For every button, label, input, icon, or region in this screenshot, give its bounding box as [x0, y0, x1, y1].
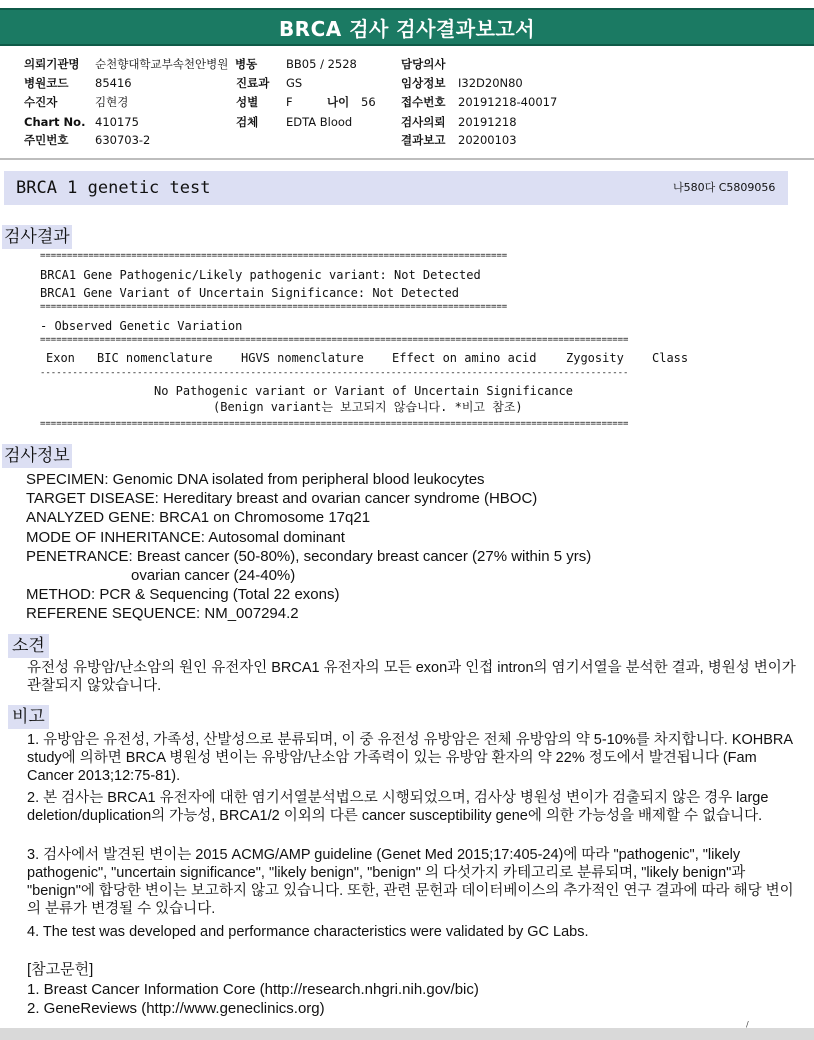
reference-2: 2. GeneReviews (http://www.geneclinics.org) [27, 1000, 325, 1017]
results-rule-1: ======================================================================================= [40, 251, 508, 261]
hospital-code-value: 85416 [95, 76, 132, 90]
table-header-rule: ------------------------------------------------------------------------------------------------------------- [40, 368, 629, 378]
test-code: 나580다 C5809056 [673, 181, 776, 194]
institution-label: 의뢰기관명 [24, 57, 80, 71]
results-rule-2: ======================================================================================= [40, 302, 508, 312]
result-pathogenic-line: BRCA1 Gene Pathogenic/Likely pathogenic variant: Not Detected [40, 268, 481, 282]
age-value: 56 [361, 95, 376, 109]
examinee-label: 수진자 [24, 95, 58, 109]
no-variant-line-2: (Benign variant는 보고되지 않습니다. *비고 참조) [213, 400, 523, 414]
institution-value: 순천향대학교부속천안병원 [95, 57, 229, 71]
opinion-text: 유전성 유방암/난소암의 원인 유전자인 BRCA1 유전자의 모든 exon과 인접 intron의 염기서열을 분석한 결과, 병원성 변이가 관찰되지 않았습니다. [27, 660, 796, 694]
info-inheritance: MODE OF INHERITANCE: Autosomal dominant [26, 529, 345, 546]
column-class: Class [652, 351, 689, 365]
doctor-label: 담당의사 [401, 57, 446, 71]
resident-no-value: 630703-2 [95, 133, 151, 147]
info-reference-sequence: REFERENE SEQUENCE: NM_007294.2 [26, 605, 299, 622]
observed-variation-heading: - Observed Genetic Variation [40, 319, 243, 333]
column-bic: BIC nomenclature [97, 351, 213, 365]
ward-value: BB05 / 2528 [286, 57, 357, 71]
info-specimen: SPECIMEN: Genomic DNA isolated from peripheral blood leukocytes [26, 471, 485, 488]
request-date-label: 검사의뢰 [401, 115, 446, 129]
receipt-no-label: 접수번호 [401, 95, 446, 109]
info-analyzed-gene: ANALYZED GENE: BRCA1 on Chromosome 17q21 [26, 509, 371, 526]
info-method: METHOD: PCR & Sequencing (Total 22 exons) [26, 586, 340, 603]
sex-value: F [286, 95, 293, 109]
test-title: BRCA 1 genetic test [16, 178, 211, 198]
column-effect: Effect on amino acid [392, 351, 537, 365]
specimen-value: EDTA Blood [286, 115, 353, 129]
remarks-heading: 비고 [8, 705, 49, 729]
examinee-value: 김현경 [95, 95, 129, 109]
resident-no-label: 주민번호 [24, 133, 69, 147]
ward-label: 병동 [235, 57, 258, 71]
info-heading: 검사정보 [4, 446, 70, 466]
column-zygosity: Zygosity [566, 351, 624, 365]
opinion-heading: 소견 [8, 634, 49, 658]
clinical-info-label: 임상정보 [401, 76, 446, 90]
results-heading: 검사결과 [4, 227, 70, 247]
specimen-label: 검체 [236, 115, 259, 129]
remark-item-3: 3. 검사에서 발견된 변이는 2015 ACMG/AMP guideline (Genet Med 2015;17:405-24)에 따라 "pathogenic", "likely pathogenic", "uncertain significance", "likely benign", "benign" 의 다섯가지 카테고리로 분류되며, "likely benign"과 "benign"에 합당한 변이는 보고하지 않고 있습니다. 또한, 관련 문헌과 데이터베이스의 추가적인 연구 결과에 따라 해당 변이의 분류가 변경될 수 있습니다. [27, 847, 794, 917]
bottom-bar [0, 1028, 814, 1040]
header-divider [0, 158, 814, 160]
dept-value: GS [286, 76, 303, 90]
footer-mark: / [746, 1020, 749, 1029]
hospital-code-label: 병원코드 [24, 76, 69, 90]
references-heading: [참고문헌] [27, 961, 94, 978]
column-hgvs: HGVS nomenclature [241, 351, 364, 365]
receipt-no-value: 20191218-40017 [458, 95, 558, 109]
info-target-disease: TARGET DISEASE: Hereditary breast and ovarian cancer syndrome (HBOC) [26, 490, 538, 507]
request-date-value: 20191218 [458, 115, 517, 129]
no-variant-line-1: No Pathogenic variant or Variant of Uncertain Significance [154, 384, 574, 398]
table-bottom-rule: ============================================================================================================= [40, 419, 629, 429]
info-penetrance: PENETRANCE: Breast cancer (50-80%), secondary breast cancer (27% within 5 yrs) [26, 548, 592, 565]
sex-label: 성별 [236, 95, 259, 109]
remark-item-2: 2. 본 검사는 BRCA1 유전자에 대한 염기서열분석법으로 시행되었으며, 검사상 병원성 변이가 검출되지 않은 경우 large deletion/duplication의 가능성, BRCA1/2 이외의 다른 cancer susceptibility gene에 의한 가능성을 배제할 수 없습니다. [27, 790, 769, 824]
chart-no-label: Chart No. [24, 115, 86, 129]
result-vus-line: BRCA1 Gene Variant of Uncertain Significance: Not Detected [40, 286, 460, 300]
report-date-value: 20200103 [458, 133, 517, 147]
column-exon: Exon [46, 351, 75, 365]
age-label: 나이 [327, 95, 350, 109]
table-top-rule: ============================================================================================================= [40, 335, 629, 345]
chart-no-value: 410175 [95, 115, 139, 129]
info-penetrance-ovarian: ovarian cancer (24-40%) [131, 567, 296, 584]
report-date-label: 결과보고 [401, 133, 446, 147]
dept-label: 진료과 [236, 76, 270, 90]
remark-item-4: 4. The test was developed and performance characteristics were validated by GC Labs. [27, 924, 589, 940]
remark-item-1: 1. 유방암은 유전성, 가족성, 산발성으로 분류되며, 이 중 유전성 유방암은 전체 유방암의 약 5-10%를 차지합니다. KOHBRA study에 의하면 BRCA 병원성 변이는 유방암/난소암 가족력이 있는 유방암 환자의 약 22% 정도에서 발견됩니다 (Fam Cancer 2013;12:75-81). [27, 732, 793, 784]
clinical-info-value: I32D20N80 [458, 76, 523, 90]
report-title-bar [0, 8, 814, 46]
reference-1: 1. Breast Cancer Information Core (http://research.nhgri.nih.gov/bic) [27, 981, 479, 998]
report-title: BRCA 검사 검사결과보고서 [278, 17, 536, 41]
